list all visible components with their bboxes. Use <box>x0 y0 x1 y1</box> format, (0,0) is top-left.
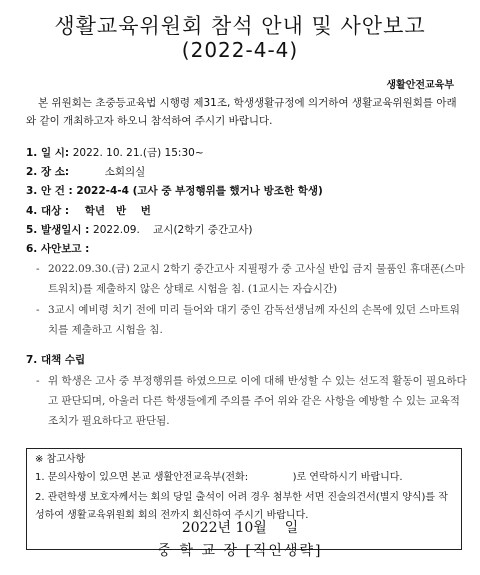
item-datetime-value: 2022. 10. 21.(금) 15:30~ <box>72 147 204 159</box>
report-bullet-2-text: 3교시 예비령 치기 전에 미리 들어와 대기 중인 감독선생님께 자신의 손목에 있던 스마트워치를 제출하고 시험을 침. <box>48 304 460 336</box>
item-datetime-label: 1. 일 시: <box>26 147 70 159</box>
issuing-department: 생활안전교육부 <box>386 80 454 91</box>
report-bullet-1-text: 2022.09.30.(금) 2교시 2학기 중간고사 지필평가 중 고사실 반입 금지 물품인 휴대폰(스마트워치)를 제출하지 않은 상태로 시험을 침. (1교시는 자습시간) <box>48 263 465 295</box>
note-statement: 2. 관련학생 보호자께서는 회의 당일 출석이 어려 경우 첨부한 서면 진술의견서(별지 양식)를 작성하여 생활교육위원회 회의 전까지 회신하여 주시기 바랍니다. <box>35 492 448 521</box>
item-report-label: 6. 사안보고 : <box>26 243 90 255</box>
item-datetime <box>26 145 204 160</box>
principal-signature: 중 학 교 장 [직인생략] <box>157 543 323 559</box>
item-location-label: 2. 장 소: <box>26 166 70 178</box>
document-title: 생활교육위원회 참석 안내 및 사안보고 <box>54 14 426 38</box>
measures-bullet-text: 위 학생은 고사 중 부정행위를 하였으므로 이에 대해 반성할 수 있는 선도적 활동이 필요하다고 판단되며, 아울러 다른 학생들에게 주의를 주어 위와 같은 사항을 예방할 수 있는 교육적 조치가 필요하다고 판단됨. <box>48 375 467 427</box>
report-bullet-1: - 2022.09.30.(금) 2교시 2학기 중간고사 지필평가 중 고사실 반입 금지 물품인 휴대폰(스마트워치)를 제출하지 않은 상태로 시험을 침. (1교시는 자습시간) <box>36 259 468 299</box>
intro-paragraph <box>26 94 458 130</box>
item-report <box>26 241 89 256</box>
item-location-value: 소회의실 <box>104 166 146 178</box>
item-target-label: 4. 대상 : <box>26 205 70 217</box>
item-location <box>26 164 145 179</box>
item-occurrence-value: 2022.09. 교시(2학기 중간고사) <box>93 224 253 236</box>
measures-bullet: - 위 학생은 고사 중 부정행위를 하였으므로 이에 대해 반성할 수 있는 선도적 활동이 필요하다고 판단되며, 아울러 다른 학생들에게 주의를 주어 위와 같은 사항을 예방할 수 있는 교육적 조치가 필요하다고 판단됨. <box>36 371 468 431</box>
section-measures-heading: 7. 대책 수립 <box>26 354 86 366</box>
item-agenda <box>26 183 323 198</box>
item-occurrence-label: 5. 발생일시 : <box>26 224 90 236</box>
document-case-number: (2022-4-4) <box>181 38 299 62</box>
report-bullet-2: - 3교시 예비령 치기 전에 미리 들어와 대기 중인 감독선생님께 자신의 손목에 있던 스마트워치를 제출하고 시험을 침. <box>36 300 468 340</box>
item-agenda-value: 2022-4-4 (고사 중 부정행위를 했거나 방조한 학생) <box>76 185 323 197</box>
notes-heading: ※ 참고사항 <box>35 454 86 465</box>
intro-text: 본 위원회는 초중등교육법 시행령 제31조, 학생생활규정에 의거하여 생활교육위원회를 아래와 같이 개최하고자 하오니 참석하여 주시기 바랍니다. <box>26 97 457 127</box>
item-agenda-label: 3. 안 건 : <box>26 185 73 197</box>
item-target-value: 학년 반 번 <box>84 205 151 217</box>
note-contact: 1. 문의사항이 있으면 본교 생활안전교육부(전화: )로 연락하시기 바랍니다. <box>35 472 403 483</box>
item-occurrence <box>26 222 253 237</box>
issue-date: 2022년 10월 일 <box>181 520 299 536</box>
item-target <box>26 203 151 218</box>
